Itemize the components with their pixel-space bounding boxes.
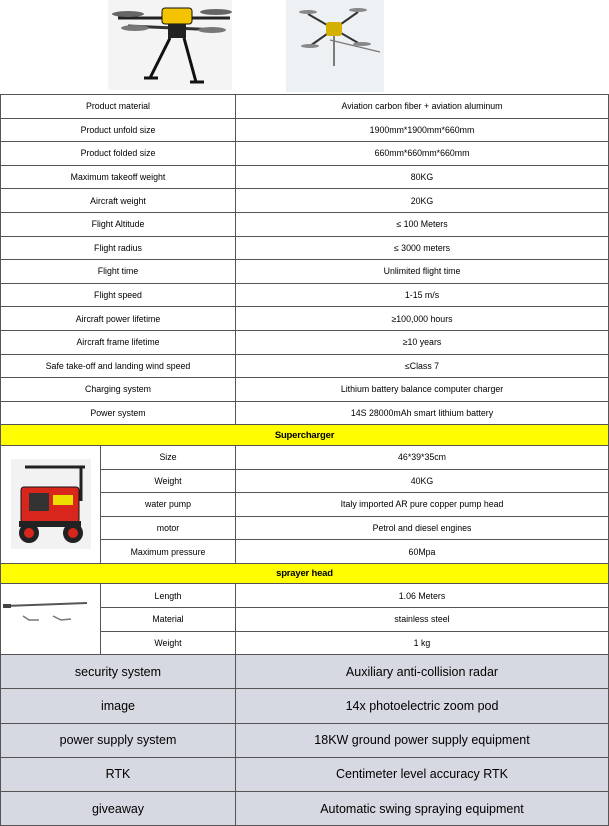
spec-value: stainless steel bbox=[236, 608, 609, 632]
extra-row bbox=[1, 655, 609, 689]
section-title: Supercharger bbox=[1, 425, 609, 446]
spec-label: Maximum pressure bbox=[101, 540, 236, 564]
spec-value: ≥100,000 hours bbox=[236, 307, 609, 331]
spec-label: Length bbox=[101, 584, 236, 608]
spec-value: 660mm*660mm*660mm bbox=[236, 142, 609, 166]
sprayer-image bbox=[1, 584, 101, 655]
spec-label: Aircraft power lifetime bbox=[1, 307, 236, 331]
extra-label: RTK bbox=[1, 757, 236, 791]
spec-label: Aircraft weight bbox=[1, 189, 236, 213]
spec-label: Weight bbox=[101, 469, 236, 493]
section-title: sprayer head bbox=[1, 563, 609, 584]
spec-label: Material bbox=[101, 608, 236, 632]
extra-row bbox=[1, 723, 609, 757]
spec-label: Flight Altitude bbox=[1, 212, 236, 236]
spec-value: 1900mm*1900mm*660mm bbox=[236, 118, 609, 142]
section-header-supercharger bbox=[1, 425, 609, 446]
extra-label: image bbox=[1, 689, 236, 723]
spec-value: 1-15 m/s bbox=[236, 283, 609, 307]
spec-value: ≤ 100 Meters bbox=[236, 212, 609, 236]
spray-wand-icon bbox=[1, 586, 101, 652]
spec-row bbox=[1, 165, 609, 189]
extra-row bbox=[1, 689, 609, 723]
spec-row bbox=[1, 378, 609, 402]
extra-label: security system bbox=[1, 655, 236, 689]
spec-row bbox=[1, 236, 609, 260]
spec-row bbox=[1, 307, 609, 331]
spec-value: 80KG bbox=[236, 165, 609, 189]
section-header-sprayer bbox=[1, 563, 609, 584]
spec-row bbox=[1, 401, 609, 425]
spec-value: Petrol and diesel engines bbox=[236, 516, 609, 540]
extra-label: power supply system bbox=[1, 723, 236, 757]
spec-row bbox=[1, 212, 609, 236]
spec-value: 46*39*35cm bbox=[236, 445, 609, 469]
extra-row bbox=[1, 792, 609, 826]
product-photos bbox=[0, 0, 609, 94]
spec-label: Size bbox=[101, 445, 236, 469]
spec-label: water pump bbox=[101, 493, 236, 517]
spec-label: Aircraft frame lifetime bbox=[1, 330, 236, 354]
spec-row bbox=[1, 118, 609, 142]
spec-value: ≥10 years bbox=[236, 330, 609, 354]
spec-label: Maximum takeoff weight bbox=[1, 165, 236, 189]
spec-table bbox=[0, 94, 609, 826]
spec-value: Unlimited flight time bbox=[236, 260, 609, 284]
spec-row bbox=[1, 95, 609, 119]
spec-value: 40KG bbox=[236, 469, 609, 493]
spec-label: Power system bbox=[1, 401, 236, 425]
extra-value: 18KW ground power supply equipment bbox=[236, 723, 609, 757]
spec-row bbox=[1, 189, 609, 213]
extra-value: 14x photoelectric zoom pod bbox=[236, 689, 609, 723]
spec-label: motor bbox=[101, 516, 236, 540]
pressure-washer-icon bbox=[1, 449, 101, 559]
spec-row bbox=[1, 283, 609, 307]
spec-value: 1.06 Meters bbox=[236, 584, 609, 608]
spec-row bbox=[1, 142, 609, 166]
spec-row bbox=[1, 330, 609, 354]
spec-row bbox=[1, 584, 609, 608]
spec-value: 20KG bbox=[236, 189, 609, 213]
extra-value: Auxiliary anti-collision radar bbox=[236, 655, 609, 689]
spec-value: ≤Class 7 bbox=[236, 354, 609, 378]
spec-label: Charging system bbox=[1, 378, 236, 402]
spec-label: Flight time bbox=[1, 260, 236, 284]
spec-label: Product folded size bbox=[1, 142, 236, 166]
spec-label: Safe take-off and landing wind speed bbox=[1, 354, 236, 378]
spec-label: Flight speed bbox=[1, 283, 236, 307]
spec-value: Aviation carbon fiber + aviation aluminum bbox=[236, 95, 609, 119]
drone-image-sky bbox=[286, 0, 384, 92]
spec-label: Flight radius bbox=[1, 236, 236, 260]
spec-label: Weight bbox=[101, 631, 236, 655]
spec-value: Lithium battery balance computer charger bbox=[236, 378, 609, 402]
spec-value: 14S 28000mAh smart lithium battery bbox=[236, 401, 609, 425]
drone-photos bbox=[0, 0, 609, 94]
spec-row bbox=[1, 354, 609, 378]
supercharger-image bbox=[1, 445, 101, 563]
spec-value: 60Mpa bbox=[236, 540, 609, 564]
extra-value: Centimeter level accuracy RTK bbox=[236, 757, 609, 791]
spec-label: Product unfold size bbox=[1, 118, 236, 142]
spec-label: Product material bbox=[1, 95, 236, 119]
extra-row bbox=[1, 757, 609, 791]
spec-row bbox=[1, 445, 609, 469]
spec-value: Italy imported AR pure copper pump head bbox=[236, 493, 609, 517]
drone-image-yellow bbox=[108, 0, 232, 90]
extra-value: Automatic swing spraying equipment bbox=[236, 792, 609, 826]
spec-row bbox=[1, 260, 609, 284]
extra-label: giveaway bbox=[1, 792, 236, 826]
spec-value: 1 kg bbox=[236, 631, 609, 655]
spec-value: ≤ 3000 meters bbox=[236, 236, 609, 260]
